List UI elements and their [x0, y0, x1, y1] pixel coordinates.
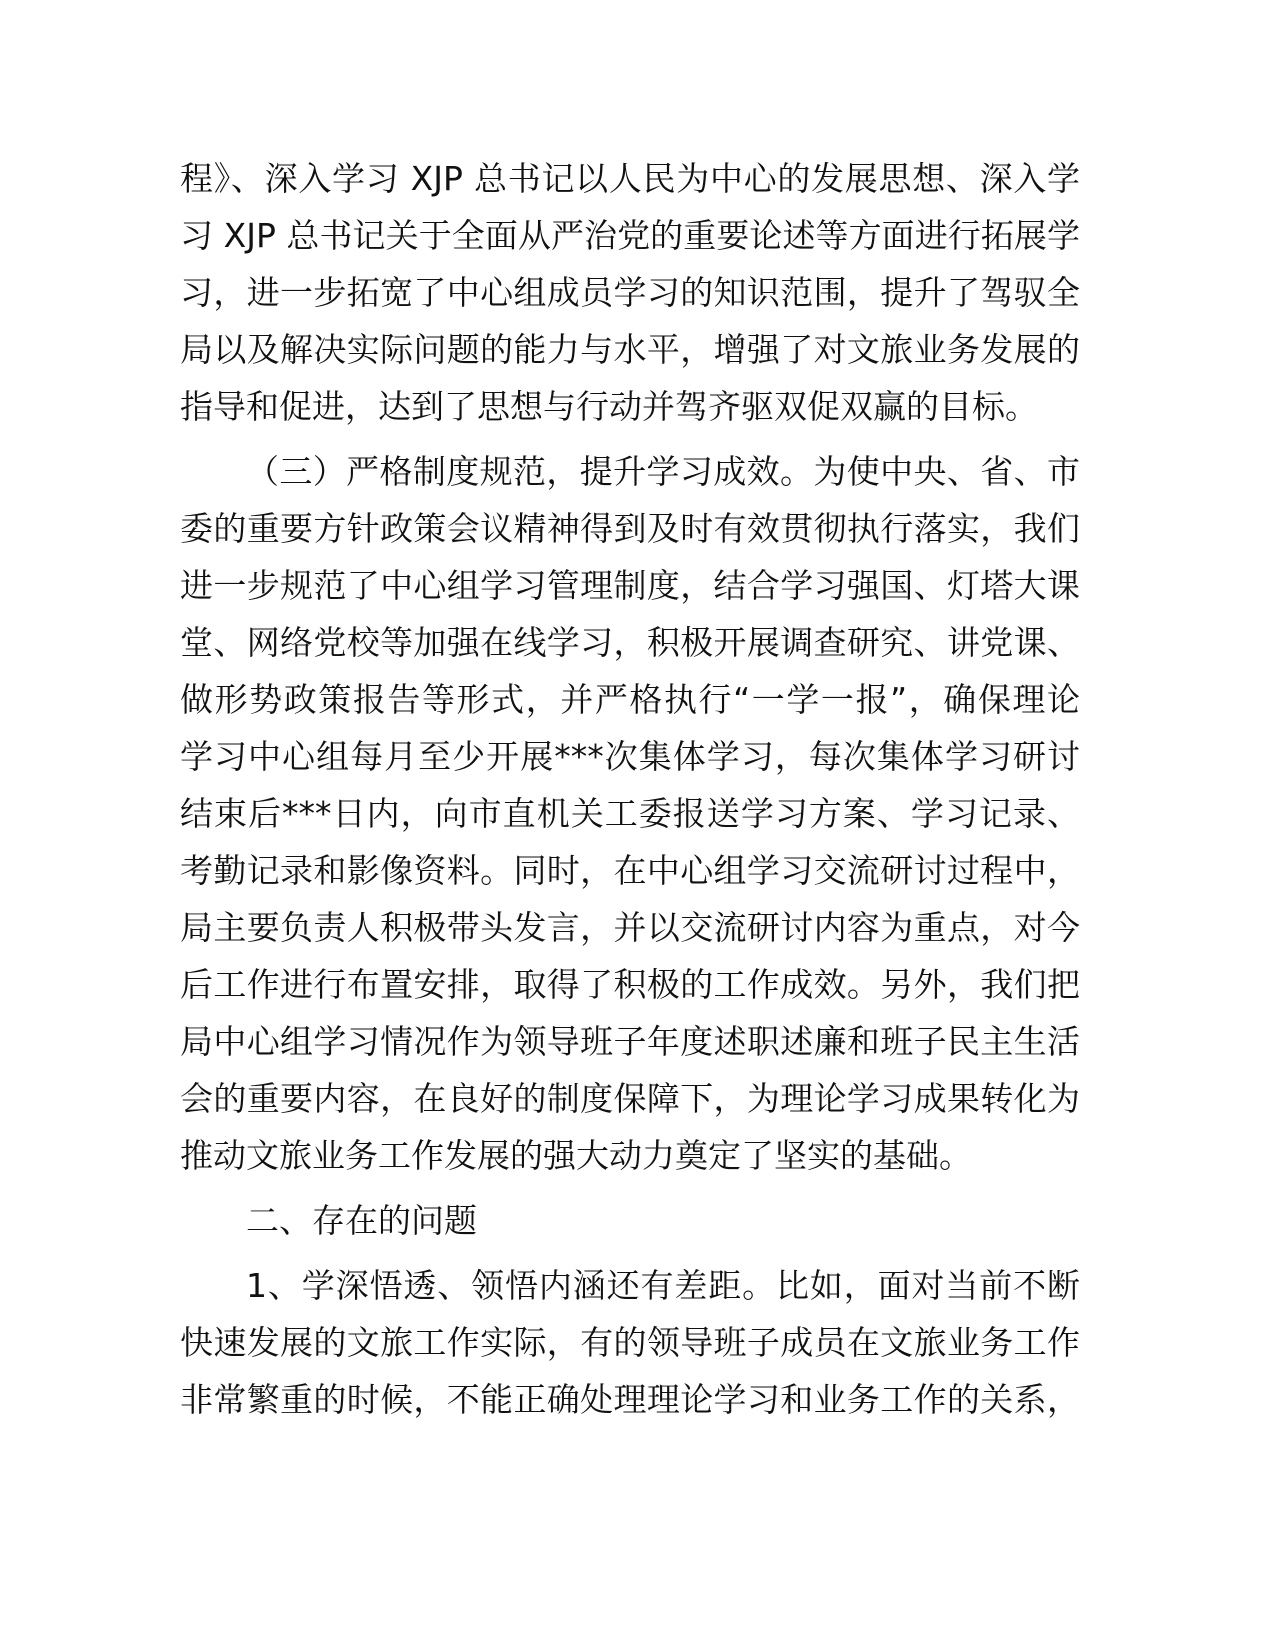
paragraph-gap: [180, 1184, 1080, 1192]
document-body: [180, 150, 1080, 1428]
text-line: 局主要负责人积极带头发言，并以交流研讨内容为重点，对今: [180, 908, 1080, 947]
paragraph-issue-one: [180, 1257, 1080, 1428]
text-line: 堂、网络党校等加强在线学习，积极开展调查研究、讲党课、: [180, 623, 1080, 662]
section-heading: 二、存在的问题: [246, 1201, 477, 1240]
text-line: 习 XJP 总书记关于全面从严治党的重要论述等方面进行拓展学: [180, 216, 1080, 255]
text-line: 1、学深悟透、领悟内涵还有差距。比如，面对当前不断: [246, 1266, 1080, 1305]
text-line: 后工作进行布置安排，取得了积极的工作成效。另外，我们把: [180, 965, 1080, 1004]
text-line: 会的重要内容，在良好的制度保障下，为理论学习成果转化为: [180, 1079, 1080, 1118]
text-line: 委的重要方针政策会议精神得到及时有效贯彻执行落实，我们: [180, 509, 1080, 548]
text-line: 非常繁重的时候，不能正确处理理论学习和业务工作的关系，: [180, 1380, 1080, 1419]
text-line: （三）严格制度规范，提升学习成效。为使中央、省、市: [246, 452, 1080, 491]
text-line: 进一步规范了中心组学习管理制度，结合学习强国、灯塔大课: [180, 566, 1080, 605]
text-line: 做形势政策报告等形式，并严格执行“一学一报”，确保理论: [180, 680, 1080, 719]
text-line: 结束后***日内，向市直机关工委报送学习方案、学习记录、: [180, 794, 1080, 833]
paragraph-gap: [180, 1249, 1080, 1257]
text-line: 局以及解决实际问题的能力与水平，增强了对文旅业务发展的: [180, 330, 1080, 369]
paragraph-continued: [180, 150, 1080, 435]
text-line: 快速发展的文旅工作实际，有的领导班子成员在文旅业务工作: [180, 1323, 1080, 1362]
paragraph-gap: [180, 435, 1080, 443]
text-line: 学习中心组每月至少开展***次集体学习，每次集体学习研讨: [180, 737, 1080, 776]
text-line: 局中心组学习情况作为领导班子年度述职述廉和班子民主生活: [180, 1022, 1080, 1061]
text-line: 习，进一步拓宽了中心组成员学习的知识范围，提升了驾驭全: [180, 273, 1080, 312]
paragraph-three: [180, 443, 1080, 1184]
text-line: 程》、深入学习 XJP 总书记以人民为中心的发展思想、深入学: [180, 159, 1080, 198]
text-line: 指导和促进，达到了思想与行动并驾齐驱双促双赢的目标。: [180, 387, 1038, 426]
text-line: 考勤记录和影像资料。同时，在中心组学习交流研讨过程中，: [180, 851, 1080, 890]
text-line: 推动文旅业务工作发展的强大动力奠定了坚实的基础。: [180, 1136, 972, 1175]
